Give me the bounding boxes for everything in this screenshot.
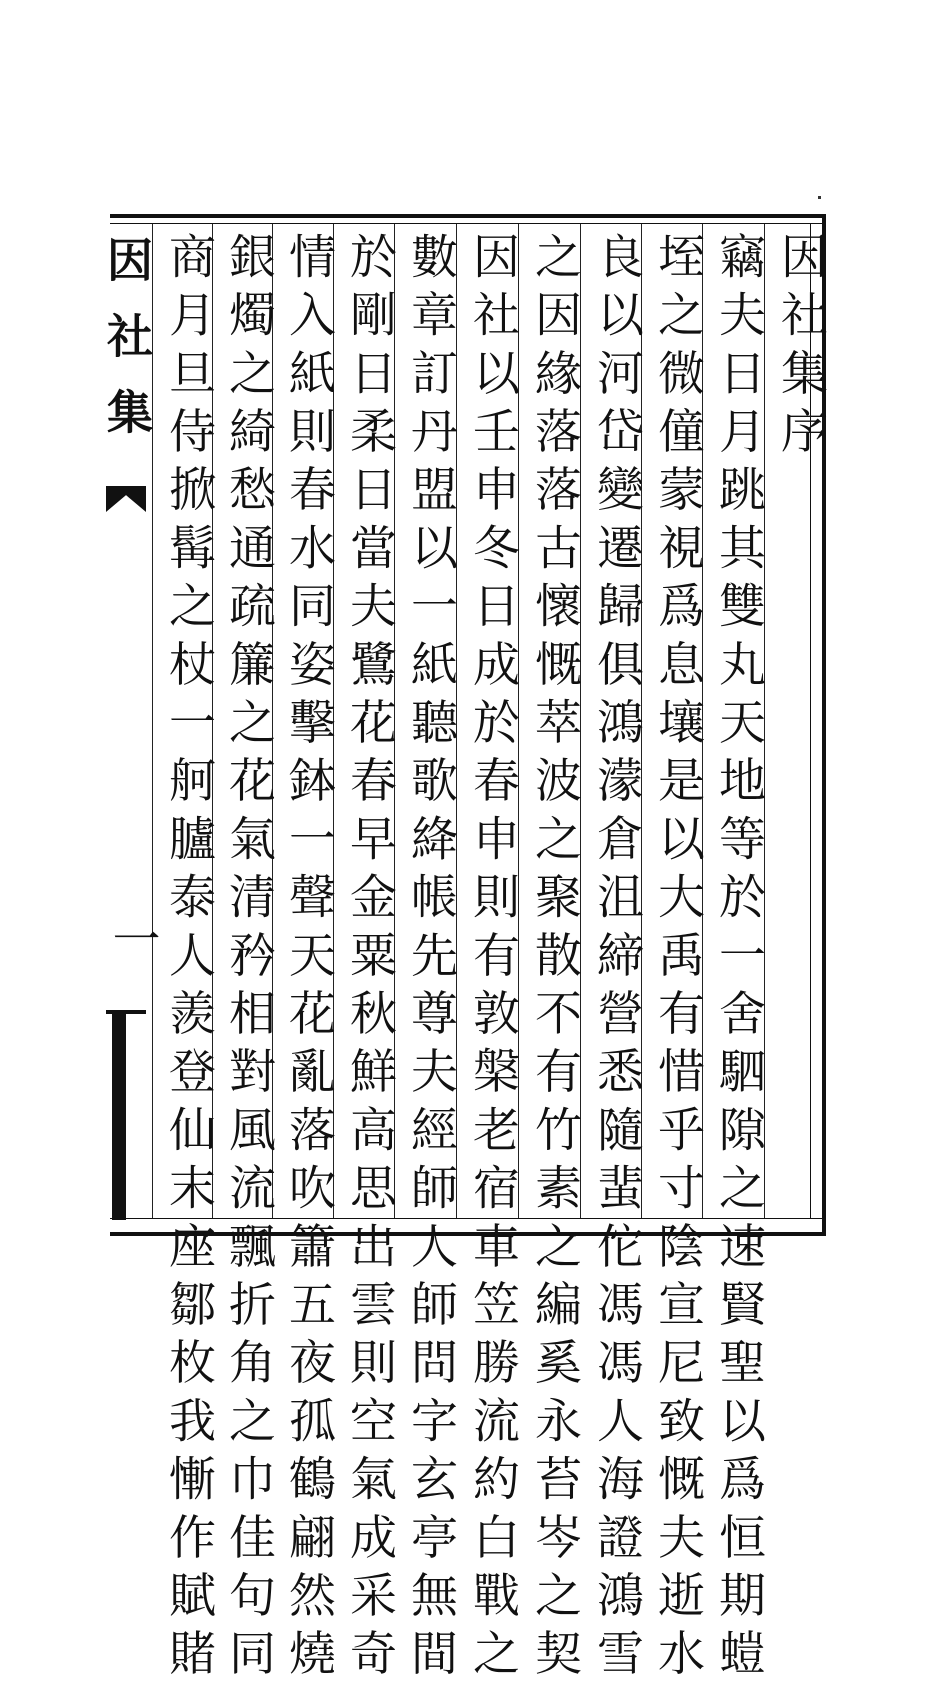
text-column: 竊夫日月跳其雙丸天地等於一舍駟隙之速賢聖以爲恒期螘 <box>711 232 766 1687</box>
text-column: 數章訂丹盟以一紙聽歌絳帳先尊夫經師人師問字玄亭無間 <box>403 232 458 1687</box>
text-column: 良以河岱變遷歸俱鴻濛倉沮締營悉隨蜚佗馮馮人海證鴻雪 <box>589 232 644 1687</box>
edge-bar <box>112 1010 126 1220</box>
text-column: 情入紙則春水同姿擊鉢一聲天花亂落吹簫五夜孤鶴翩然燒 <box>281 232 336 1687</box>
fish-tail-mark <box>106 486 146 512</box>
text-column: 商月旦侍掀髯之杖一舸臚泰人羨登仙末座鄒枚我慚作賦賭 <box>161 232 216 1687</box>
text-column: 垤之微僮蒙視爲息壤是以大禹有惜乎寸陰宣尼致慨夫逝水 <box>650 232 705 1687</box>
page-number: 一 <box>104 914 160 962</box>
text-column: 銀燭之綺愁通疏簾之花氣清矜相對風流飄折角之巾佳句同 <box>221 232 276 1687</box>
book-title: 因社集 <box>100 236 154 464</box>
text-column: 於剛日柔日當夫鷺花春早金粟秋鮮高思出雲則空氣成采奇 <box>342 232 397 1687</box>
frame-inner-top-rule <box>110 223 822 224</box>
text-column: 因社以壬申冬日成於春申則有敦槃老宿車笠勝流約白戰之 <box>465 232 520 1687</box>
preface-heading: 因社集序 <box>773 232 828 465</box>
book-edge-strip <box>100 224 160 1218</box>
corner-mark <box>818 196 821 199</box>
text-column: 之因緣落落古懷慨萃波之聚散不有竹素之編奚永苔岑之契 <box>527 232 582 1687</box>
